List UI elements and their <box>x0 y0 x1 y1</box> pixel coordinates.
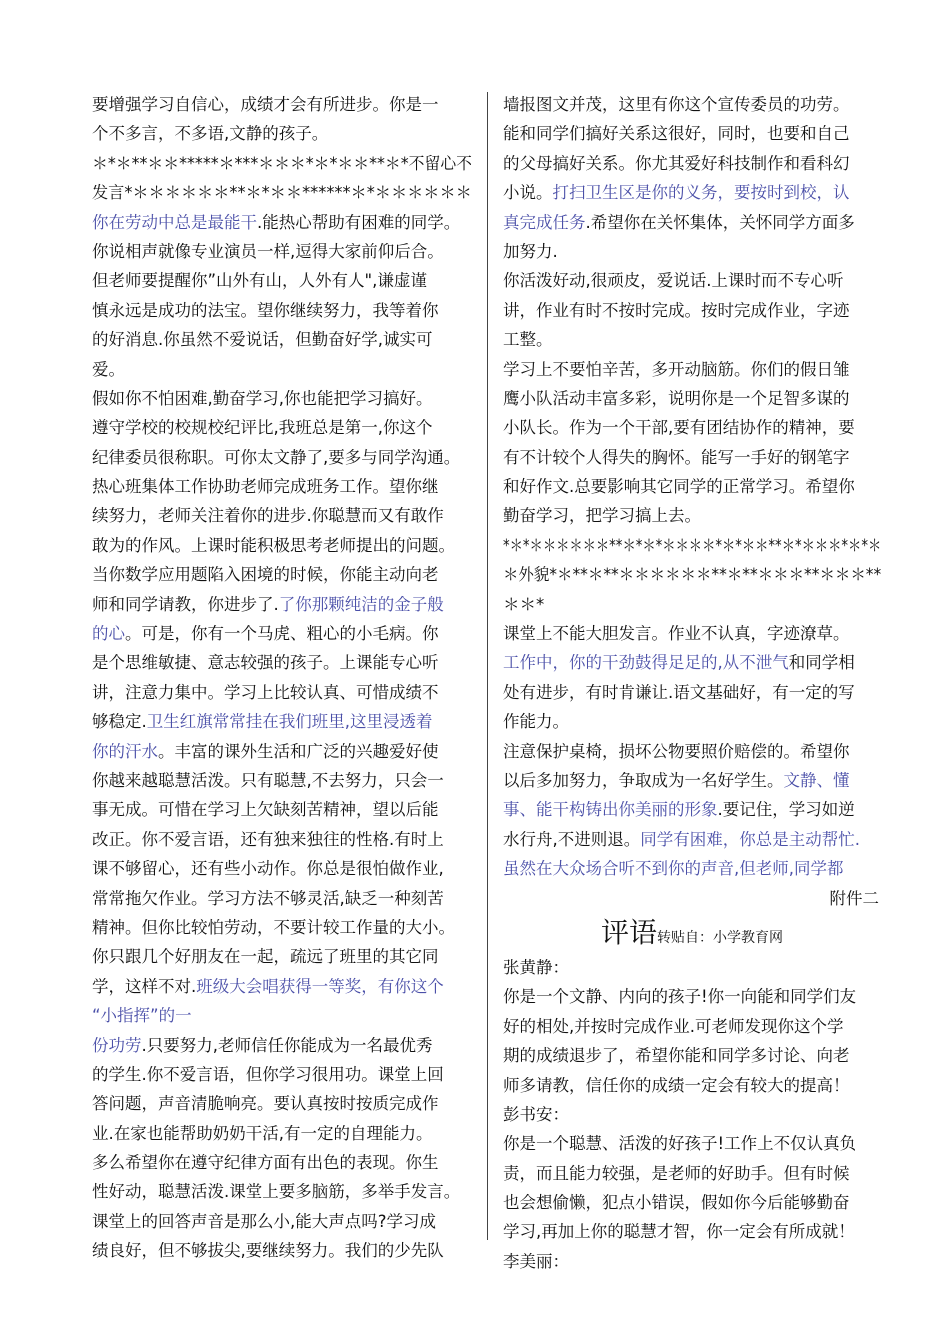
text-line <box>92 531 472 560</box>
comment-line: 责，而且能力较强，是老师的好助手。但有时候 <box>503 1163 850 1183</box>
comment-line: 也会想偷懒，犯点小错误，假如你今后能够勤奋 <box>503 1193 850 1213</box>
text-line <box>92 913 472 942</box>
body-text: 业.在家也能帮助奶奶干活,有一定的自理能力。 <box>92 1123 433 1143</box>
body-text: 作能力。 <box>503 712 569 732</box>
body-text: 加努力. <box>503 241 558 261</box>
body-text: .只要努力,老师信任你能成为一名最优秀 <box>141 1035 433 1055</box>
highlighted-text: 卫生红旗常常挂在我们班里,这里浸透着 <box>146 712 433 732</box>
body-text: 。可是，你有一个马虎、粗心的小毛病。你 <box>125 624 439 644</box>
student-name: 彭书安： <box>503 1104 569 1124</box>
text-line <box>92 384 472 413</box>
text-line <box>92 737 472 766</box>
text-line <box>92 648 472 677</box>
text-line <box>503 766 881 795</box>
body-text: 学，这样不对. <box>92 976 197 996</box>
text-line <box>503 119 881 148</box>
body-text: 当你数学应用题陷入困境的时候，你能主动向老 <box>92 565 439 585</box>
text-line <box>503 472 881 501</box>
text-line <box>503 90 881 119</box>
highlighted-text: 文静、懂 <box>783 770 850 790</box>
text-line <box>92 1089 472 1118</box>
text-line <box>503 795 881 824</box>
body-text: ＊＊* <box>503 594 545 614</box>
body-text: 答问题，声音清脆响亮。要认真按时按质完成作 <box>92 1094 439 1114</box>
highlighted-text: 虽然在大众场合听不到你的声音,但老师,同学都 <box>503 859 844 879</box>
comment-line: 你是一个文静、内向的孩子!你一向能和同学们友 <box>503 987 857 1007</box>
body-text: 改正。你不爱言语，还有独来独往的性格.有时上 <box>92 829 444 849</box>
text-line <box>92 119 472 148</box>
body-text: 勤奋学习，把学习搞上去。 <box>503 506 701 526</box>
body-text: 遵守学校的校规校纪评比,我班总是第一,你这个 <box>92 418 433 438</box>
body-text: 多么希望你在遵守纪律方面有出色的表现。你生 <box>92 1153 439 1173</box>
body-text: .能热心帮助有困难的同学。 <box>257 212 461 232</box>
body-text: .希望你在关怀集体，关怀同学方面多 <box>585 212 855 232</box>
text-line <box>92 1031 472 1060</box>
text-line <box>92 707 472 736</box>
body-text: 慎永远是成功的法宝。望你继续努力，我等着你 <box>92 300 439 320</box>
text-line <box>92 266 472 295</box>
text-line <box>503 854 881 883</box>
body-text: 发言*＊＊＊＊＊＊**＊*＊＊******＊*＊＊＊＊＊＊ <box>92 183 472 203</box>
body-text: 敢为的作风。上课时能积极思考老师提出的问题。 <box>92 535 455 555</box>
comment-line: 好的相处,并按时完成作业.可老师发现你这个学 <box>503 1016 844 1036</box>
body-text: *＊*＊＊＊＊＊＊**＊*＊*＊＊＊＊*＊*＊＊**＊*＊＊＊*＊*＊ <box>503 535 882 555</box>
text-line <box>503 296 881 325</box>
text-line <box>92 590 472 619</box>
text-line <box>92 678 472 707</box>
body-text: 讲，作业有时不按时完成。按时完成作业，字迹 <box>503 300 850 320</box>
body-text: 课不够留心，还有些小动作。你总是很怕做作业, <box>92 859 444 879</box>
comment-line: 你是一个聪慧、活泼的好孩子!工作上不仅认真负 <box>503 1134 857 1154</box>
body-text: 绩良好，但不够拔尖,要继续努力。我们的少先队 <box>92 1241 444 1261</box>
text-line <box>503 531 882 560</box>
body-text: 常常拖欠作业。学习方法不够灵活,缺乏一种刻苦 <box>92 888 444 908</box>
body-text: 要增强学习自信心，成绩才会有所进步。你是一 <box>92 95 439 114</box>
highlighted-text: 你的汗水 <box>92 741 158 761</box>
body-text: 鹰小队活动丰富多彩，说明你是一个足智多谋的 <box>503 388 850 408</box>
body-text: 注意保护桌椅，损坏公物要照价赔偿的。希望你 <box>503 741 850 761</box>
body-text: 学习上不要怕辛苦，多开动脑筋。你们的假日雏 <box>503 359 850 379</box>
text-line <box>92 472 472 501</box>
text-line <box>92 296 472 325</box>
text-line <box>503 325 881 354</box>
body-text: 纪律委员很称职。可你太文静了,要多与同学沟通。 <box>92 447 461 467</box>
text-line <box>92 501 472 530</box>
text-line <box>503 443 881 472</box>
body-text: 但老师要提醒你”山外有山，人外有人",谦虚谨 <box>92 271 427 291</box>
text-line <box>92 178 472 207</box>
body-text: 精神。但你比较怕劳动，不要计较工作量的大小。 <box>92 917 455 937</box>
text-line <box>92 884 472 913</box>
left-column <box>92 90 472 1266</box>
text-line <box>503 178 881 207</box>
text-line <box>92 413 472 442</box>
text-line <box>503 619 881 648</box>
text-line <box>92 208 472 237</box>
highlighted-text: “小指挥”的一 <box>92 1006 192 1026</box>
text-line <box>503 266 881 295</box>
body-text: 个不多言，不多语,文静的孩子。 <box>92 124 329 144</box>
comment-line: 期的成绩退步了，希望你能和同学多讨论、向老 <box>503 1046 850 1066</box>
text-line <box>92 560 472 589</box>
body-text: 是个思维敏捷、意志较强的孩子。上课能专心听 <box>92 653 439 673</box>
highlighted-text: 班级大会唱获得一等奖，有你这个 <box>196 976 444 996</box>
text-line <box>92 149 473 178</box>
body-text: 有不计较个人得失的胸怀。能写一手好的钢笔字 <box>503 447 850 467</box>
body-text: 。丰富的课外生活和广泛的兴趣爱好使 <box>158 741 439 761</box>
text-line <box>503 208 881 237</box>
text-line <box>503 590 881 619</box>
text-line <box>92 942 472 971</box>
text-line <box>503 355 881 384</box>
text-line <box>92 795 472 824</box>
body-text: 课堂上的回答声音是那么小,能大声点吗?学习成 <box>92 1211 437 1231</box>
body-text: ＊*＊**＊＊*****＊***＊＊＊*＊*＊＊**＊*不留心不 <box>92 153 473 173</box>
body-text: 性好动，聪慧活泼.课堂上要多脑筋，多举手发言。 <box>92 1182 461 1202</box>
body-text: 工整。 <box>503 330 553 350</box>
text-line <box>92 825 472 854</box>
body-text: 热心班集体工作协助老师完成班务工作。望你继 <box>92 477 439 497</box>
text-line <box>92 90 472 119</box>
text-line <box>92 1207 472 1236</box>
body-text: ＊外貌*＊**＊**＊＊＊＊＊＊**＊**＊＊＊**＊＊＊** <box>503 565 882 585</box>
body-text: 你活泼好动,很顽皮，爱说话.上课时而不专心听 <box>503 271 844 291</box>
heading-title: 评语 <box>600 915 657 949</box>
body-text: 小队长。作为一个干部,要有团结协作的精神，要 <box>503 418 855 438</box>
body-text: 墙报图文并茂，这里有你这个宣传委员的功劳。 <box>503 95 850 114</box>
text-line <box>503 707 881 736</box>
body-text: 你只跟几个好朋友在一起，疏远了班里的其它同 <box>92 947 439 967</box>
comment-line: 师多请教，信任你的成绩一定会有较大的提高！ <box>503 1075 850 1095</box>
text-line <box>503 825 881 854</box>
right-column-text <box>503 90 881 884</box>
text-line <box>503 501 881 530</box>
column-divider <box>487 92 488 1240</box>
text-line <box>92 1119 472 1148</box>
body-text: 讲，注意力集中。学习上比较认真、可惜成绩不 <box>92 682 439 702</box>
text-line <box>92 325 472 354</box>
text-line <box>503 560 882 589</box>
text-line <box>92 766 472 795</box>
body-text: .要记住，学习如逆 <box>717 800 855 820</box>
student-name: 李美丽： <box>503 1251 569 1271</box>
body-text: 和好作文.总要影响其它同学的正常学习。希望你 <box>503 477 855 497</box>
highlighted-text: 你在劳动中总是最能干 <box>92 212 257 232</box>
body-text: 小说。 <box>503 183 553 203</box>
body-text: 你越来越聪慧活泼。只有聪慧,不去努力，只会一 <box>92 770 444 790</box>
text-line <box>92 237 472 266</box>
highlighted-text: 了你那颗纯洁的金子般 <box>278 594 444 614</box>
body-text: 的好消息.你虽然不爱说话，但勤奋好学,诚实可 <box>92 330 433 350</box>
body-text: 续努力，老师关注着你的进步.你聪慧而又有敢作 <box>92 506 444 526</box>
body-text: 和同学相 <box>788 653 855 673</box>
highlighted-text: 同学有困难，你总是主动帮忙. <box>640 829 860 849</box>
body-text: 处有进步，有时肯谦让.语文基础好，有一定的写 <box>503 682 855 702</box>
body-text: 的学生.你不爱言语，但你学习很用功。课堂上回 <box>92 1064 444 1084</box>
student-name: 张黄静： <box>503 957 569 977</box>
body-text: 够稳定. <box>92 712 147 732</box>
attachment-label: 附件二 <box>829 888 879 908</box>
highlighted-text: 打扫卫生区是你的义务，要按时到校，认 <box>552 183 850 203</box>
text-line <box>503 384 881 413</box>
text-line <box>503 648 881 677</box>
highlighted-text: 工作中，你的干劲鼓得足足的,从不泄气 <box>503 653 789 673</box>
comments-list <box>503 953 881 1276</box>
right-column <box>503 90 881 1276</box>
text-line <box>503 737 881 766</box>
text-line <box>503 237 881 266</box>
text-line <box>503 413 881 442</box>
text-line <box>503 678 881 707</box>
body-text: 师和同学请教，你进步了. <box>92 594 279 614</box>
text-line <box>92 1148 472 1177</box>
body-text: 以后多加努力，争取成为一名好学生。 <box>503 770 784 790</box>
text-line <box>92 854 472 883</box>
section-heading <box>503 913 881 953</box>
heading-source: 转贴自：小学教育网 <box>657 929 783 946</box>
text-line <box>92 443 472 472</box>
body-text: 事无成。可惜在学习上欠缺刻苦精神，望以后能 <box>92 800 439 820</box>
body-text: 课堂上不能大胆发言。作业不认真，字迹潦草。 <box>503 624 850 644</box>
highlighted-text: 份功劳 <box>92 1035 142 1055</box>
text-line <box>92 619 472 648</box>
text-line <box>92 1236 472 1265</box>
body-text: 爱。 <box>92 359 125 379</box>
text-line <box>92 1001 472 1030</box>
text-line <box>503 149 881 178</box>
body-text: 你说相声就像专业演员一样,逗得大家前仰后合。 <box>92 241 444 261</box>
text-line <box>92 1060 472 1089</box>
body-text: 的父母搞好关系。你尤其爱好科技制作和看科幻 <box>503 153 850 173</box>
body-text: 假如你不怕困难,勤奋学习,你也能把学习搞好。 <box>92 388 433 408</box>
text-line <box>92 972 472 1001</box>
body-text: 能和同学们搞好关系这很好，同时，也要和自己 <box>503 124 850 144</box>
text-line <box>92 1177 472 1206</box>
highlighted-text: 的心 <box>92 624 125 644</box>
highlighted-text: 真完成任务 <box>503 212 586 232</box>
highlighted-text: 事、能干构铸出你美丽的形象 <box>503 800 718 820</box>
text-line <box>92 355 472 384</box>
body-text: 水行舟,不进则退。 <box>503 829 641 849</box>
comment-line: 学习,再加上你的聪慧才智，你一定会有所成就！ <box>503 1222 855 1242</box>
